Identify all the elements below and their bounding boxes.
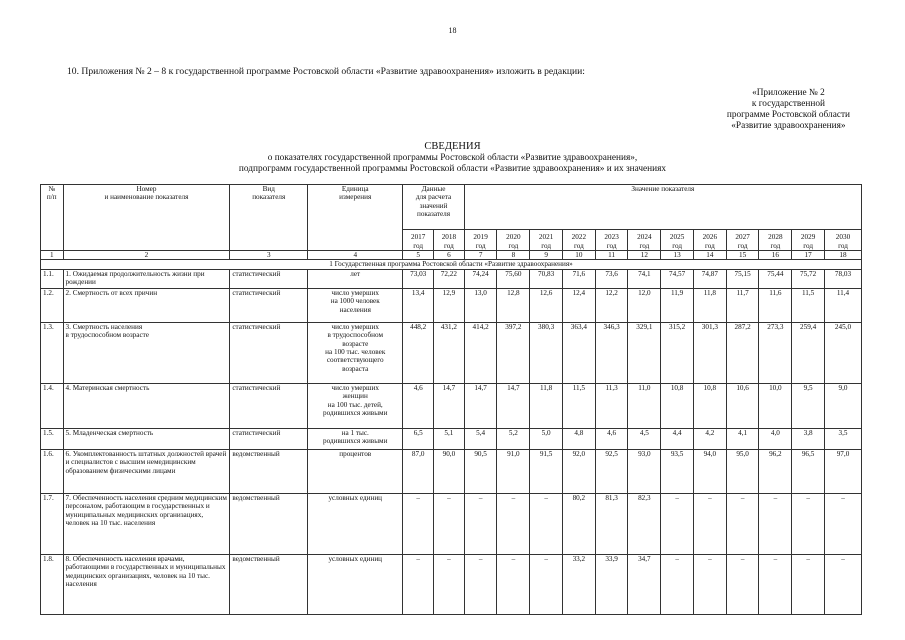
indicator-value: 431,2 bbox=[434, 322, 465, 383]
indicator-value: 414,2 bbox=[464, 322, 497, 383]
indicator-name: 3. Смертность населения в трудоспособном возрасте bbox=[63, 322, 230, 383]
indicator-value: 11,6 bbox=[759, 288, 792, 322]
year-header: 2029 год bbox=[792, 230, 825, 251]
column-number: 13 bbox=[661, 251, 694, 260]
indicator-value: 12,9 bbox=[434, 288, 465, 322]
indicator-value: – bbox=[824, 493, 861, 554]
indicator-name: 7. Обеспеченность населения средним медицинским персоналом, работающим в государственных и муниципальных медицинских организациях, человек на 10 тыс. населения bbox=[63, 493, 230, 554]
table-row bbox=[41, 383, 862, 428]
indicator-value: – bbox=[661, 554, 694, 614]
indicator-value: – bbox=[530, 493, 563, 554]
table-row bbox=[41, 449, 862, 493]
indicator-value: 14,7 bbox=[434, 383, 465, 428]
header-name: Номер и наименование показателя bbox=[63, 185, 230, 251]
indicator-value: – bbox=[530, 554, 563, 614]
indicator-value: 5,0 bbox=[530, 428, 563, 449]
row-number: 1.6. bbox=[41, 449, 64, 493]
indicator-value: 33,2 bbox=[562, 554, 595, 614]
indicator-type: ведомственный bbox=[230, 493, 308, 554]
indicator-value: 12,0 bbox=[628, 288, 661, 322]
header-type: Вид показателя bbox=[230, 185, 308, 251]
indicator-value: 4,6 bbox=[595, 428, 628, 449]
indicator-value: 4,1 bbox=[726, 428, 759, 449]
indicator-value: 397,2 bbox=[497, 322, 530, 383]
indicator-value: 12,4 bbox=[562, 288, 595, 322]
indicator-value: 12,6 bbox=[530, 288, 563, 322]
indicator-type: статистический bbox=[230, 269, 308, 288]
indicator-value: 5,1 bbox=[434, 428, 465, 449]
row-number: 1.3. bbox=[41, 322, 64, 383]
indicator-value: – bbox=[497, 554, 530, 614]
indicator-value: 6,5 bbox=[403, 428, 434, 449]
indicator-value: 273,3 bbox=[759, 322, 792, 383]
header-unit: Единица измерения bbox=[308, 185, 403, 251]
heading-line-1: о показателях государственной программы Ростовской области «Развитие здравоохранения», bbox=[267, 153, 638, 163]
table-body bbox=[41, 251, 862, 615]
header-base: Данные для расчета значений показателя bbox=[403, 185, 464, 230]
column-number: 10 bbox=[562, 251, 595, 260]
indicator-value: 4,4 bbox=[661, 428, 694, 449]
year-header: 2025 год bbox=[661, 230, 694, 251]
page-number: 18 bbox=[448, 26, 457, 35]
indicator-value: 10,0 bbox=[759, 383, 792, 428]
column-number: 3 bbox=[230, 251, 308, 260]
year-header: 2018 год bbox=[434, 230, 465, 251]
indicator-value: – bbox=[693, 554, 726, 614]
indicator-value: 75,60 bbox=[497, 269, 530, 288]
year-header: 2030 год bbox=[824, 230, 861, 251]
indicator-value: 10,8 bbox=[693, 383, 726, 428]
document-heading bbox=[0, 141, 905, 175]
section-title: 1 Государственная программа Ростовской области «Развитие здравоохранения» bbox=[41, 260, 862, 269]
indicator-value: 96,2 bbox=[759, 449, 792, 493]
indicator-value: 72,22 bbox=[434, 269, 465, 288]
column-number: 11 bbox=[595, 251, 628, 260]
indicator-type: статистический bbox=[230, 288, 308, 322]
indicator-value: 75,44 bbox=[759, 269, 792, 288]
indicator-value: 4,5 bbox=[628, 428, 661, 449]
indicator-unit: условных единиц bbox=[308, 493, 403, 554]
column-number: 9 bbox=[530, 251, 563, 260]
heading-line-2: подпрограмм государственной программы Ростовской области «Развитие здравоохранения» и их значениях bbox=[238, 164, 667, 174]
section-row bbox=[41, 260, 862, 269]
indicator-value: 10,6 bbox=[726, 383, 759, 428]
indicator-name: 4. Материнская смертность bbox=[63, 383, 230, 428]
indicator-value: 82,3 bbox=[628, 493, 661, 554]
indicator-value: – bbox=[661, 493, 694, 554]
indicator-unit: процентов bbox=[308, 449, 403, 493]
column-number-row bbox=[41, 251, 862, 260]
indicator-value: 448,2 bbox=[403, 322, 434, 383]
indicator-value: 380,3 bbox=[530, 322, 563, 383]
indicator-value: 287,2 bbox=[726, 322, 759, 383]
indicator-value: 71,6 bbox=[562, 269, 595, 288]
indicator-type: ведомственный bbox=[230, 554, 308, 614]
indicator-value: – bbox=[726, 554, 759, 614]
column-number: 1 bbox=[41, 251, 64, 260]
indicator-value: 74,57 bbox=[661, 269, 694, 288]
indicator-value: 11,4 bbox=[824, 288, 861, 322]
indicator-value: 11,7 bbox=[726, 288, 759, 322]
column-number: 5 bbox=[403, 251, 434, 260]
table-row bbox=[41, 322, 862, 383]
column-number: 6 bbox=[434, 251, 465, 260]
indicator-value: – bbox=[434, 554, 465, 614]
indicator-unit: лет bbox=[308, 269, 403, 288]
indicator-value: 81,3 bbox=[595, 493, 628, 554]
column-number: 16 bbox=[759, 251, 792, 260]
indicator-value: 92,0 bbox=[562, 449, 595, 493]
appendix-reference bbox=[727, 88, 850, 132]
indicator-value: 11,0 bbox=[628, 383, 661, 428]
indicator-value: 74,1 bbox=[628, 269, 661, 288]
indicator-type: статистический bbox=[230, 428, 308, 449]
year-header: 2027 год bbox=[726, 230, 759, 251]
indicator-value: 96,5 bbox=[792, 449, 825, 493]
indicator-name: 6. Укомплектованность штатных должностей врачей и специалистов с высшим немедицинским образованием физическими лицами bbox=[63, 449, 230, 493]
indicator-value: – bbox=[403, 493, 434, 554]
indicator-value: 245,0 bbox=[824, 322, 861, 383]
indicator-value: 11,9 bbox=[661, 288, 694, 322]
indicator-name: 1. Ожидаемая продолжительность жизни при рождении bbox=[63, 269, 230, 288]
header-num: № п/п bbox=[41, 185, 64, 251]
indicator-value: 91,5 bbox=[530, 449, 563, 493]
indicator-value: 11,5 bbox=[562, 383, 595, 428]
indicator-value: 87,0 bbox=[403, 449, 434, 493]
indicator-value: 301,3 bbox=[693, 322, 726, 383]
column-number: 4 bbox=[308, 251, 403, 260]
indicator-value: 75,15 bbox=[726, 269, 759, 288]
indicator-value: – bbox=[726, 493, 759, 554]
column-number: 17 bbox=[792, 251, 825, 260]
row-number: 1.5. bbox=[41, 428, 64, 449]
indicator-value: – bbox=[759, 493, 792, 554]
appendix-line: «Развитие здравоохранения» bbox=[731, 121, 846, 131]
row-number: 1.2. bbox=[41, 288, 64, 322]
indicator-value: 90,5 bbox=[464, 449, 497, 493]
indicator-unit: число умерших женщин на 100 тыс. детей, родившихся живыми bbox=[308, 383, 403, 428]
heading-title: СВЕДЕНИЯ bbox=[424, 141, 481, 152]
year-header: 2022 год bbox=[562, 230, 595, 251]
indicator-value: 4,0 bbox=[759, 428, 792, 449]
indicator-value: – bbox=[792, 493, 825, 554]
indicator-value: 329,1 bbox=[628, 322, 661, 383]
indicator-value: 74,87 bbox=[693, 269, 726, 288]
indicator-value: 74,24 bbox=[464, 269, 497, 288]
indicator-unit: число умерших на 1000 человек населения bbox=[308, 288, 403, 322]
indicator-unit: условных единиц bbox=[308, 554, 403, 614]
indicator-name: 5. Младенческая смертность bbox=[63, 428, 230, 449]
indicator-value: – bbox=[464, 493, 497, 554]
indicator-value: 4,8 bbox=[562, 428, 595, 449]
indicator-value: 78,03 bbox=[824, 269, 861, 288]
table-row bbox=[41, 493, 862, 554]
indicator-value: 94,0 bbox=[693, 449, 726, 493]
indicator-value: 4,6 bbox=[403, 383, 434, 428]
column-number: 8 bbox=[497, 251, 530, 260]
row-number: 1.1. bbox=[41, 269, 64, 288]
column-number: 14 bbox=[693, 251, 726, 260]
indicator-value: 91,0 bbox=[497, 449, 530, 493]
indicator-unit: на 1 тыс. родившихся живыми bbox=[308, 428, 403, 449]
indicator-value: 315,2 bbox=[661, 322, 694, 383]
appendix-line: «Приложение № 2 bbox=[752, 88, 825, 98]
indicator-value: – bbox=[759, 554, 792, 614]
indicator-unit: число умерших в трудоспособном возрасте на 100 тыс. человек соответствующего возраста bbox=[308, 322, 403, 383]
indicator-value: 93,0 bbox=[628, 449, 661, 493]
header-values: Значение показателя bbox=[464, 185, 861, 230]
indicator-value: 73,6 bbox=[595, 269, 628, 288]
indicator-value: 93,5 bbox=[661, 449, 694, 493]
indicator-value: 11,5 bbox=[792, 288, 825, 322]
indicator-value: 363,4 bbox=[562, 322, 595, 383]
indicator-value: 11,3 bbox=[595, 383, 628, 428]
indicator-value: 95,0 bbox=[726, 449, 759, 493]
year-header: 2017 год bbox=[403, 230, 434, 251]
column-number: 12 bbox=[628, 251, 661, 260]
year-header: 2023 год bbox=[595, 230, 628, 251]
column-number: 15 bbox=[726, 251, 759, 260]
indicator-value: 5,2 bbox=[497, 428, 530, 449]
indicator-value: 13,4 bbox=[403, 288, 434, 322]
indicator-value: 9,5 bbox=[792, 383, 825, 428]
indicator-type: статистический bbox=[230, 383, 308, 428]
year-header: 2028 год bbox=[759, 230, 792, 251]
indicator-value: 73,03 bbox=[403, 269, 434, 288]
indicator-value: 259,4 bbox=[792, 322, 825, 383]
indicator-value: 90,0 bbox=[434, 449, 465, 493]
row-number: 1.8. bbox=[41, 554, 64, 614]
indicator-name: 8. Обеспеченность населения врачами, работающими в государственных и муниципальных медицинских организациях, человек на 10 тыс. населения bbox=[63, 554, 230, 614]
indicators-table bbox=[40, 184, 862, 615]
indicator-value: – bbox=[464, 554, 497, 614]
indicator-value: 346,3 bbox=[595, 322, 628, 383]
indicator-value: 4,2 bbox=[693, 428, 726, 449]
indicator-value: 5,4 bbox=[464, 428, 497, 449]
indicator-value: – bbox=[497, 493, 530, 554]
indicator-value: 34,7 bbox=[628, 554, 661, 614]
indicator-value: 33,9 bbox=[595, 554, 628, 614]
indicator-value: – bbox=[693, 493, 726, 554]
indicator-value: 14,7 bbox=[464, 383, 497, 428]
appendix-line: программе Ростовской области bbox=[726, 110, 850, 120]
appendix-line: к государственной bbox=[751, 99, 825, 109]
year-header: 2020 год bbox=[497, 230, 530, 251]
indicator-type: ведомственный bbox=[230, 449, 308, 493]
column-number: 2 bbox=[63, 251, 230, 260]
indicator-value: 3,8 bbox=[792, 428, 825, 449]
indicator-value: 10,8 bbox=[661, 383, 694, 428]
year-header: 2019 год bbox=[464, 230, 497, 251]
row-number: 1.7. bbox=[41, 493, 64, 554]
indicator-value: 70,83 bbox=[530, 269, 563, 288]
indicator-value: 12,8 bbox=[497, 288, 530, 322]
table-row bbox=[41, 269, 862, 288]
intro-text: 10. Приложения № 2 – 8 к государственной программе Ростовской области «Развитие здравоохранения» изложить в редакции: bbox=[67, 66, 585, 77]
indicator-value: 14,7 bbox=[497, 383, 530, 428]
year-header: 2024 год bbox=[628, 230, 661, 251]
indicator-value: 3,5 bbox=[824, 428, 861, 449]
column-number: 7 bbox=[464, 251, 497, 260]
indicator-value: 97,0 bbox=[824, 449, 861, 493]
row-number: 1.4. bbox=[41, 383, 64, 428]
year-header: 2021 год bbox=[530, 230, 563, 251]
indicator-name: 2. Смертность от всех причин bbox=[63, 288, 230, 322]
indicator-value: 75,72 bbox=[792, 269, 825, 288]
indicator-value: – bbox=[434, 493, 465, 554]
year-header: 2026 год bbox=[693, 230, 726, 251]
indicator-value: 11,8 bbox=[530, 383, 563, 428]
indicator-type: статистический bbox=[230, 322, 308, 383]
indicator-value: – bbox=[792, 554, 825, 614]
indicator-value: 92,5 bbox=[595, 449, 628, 493]
indicator-value: 80,2 bbox=[562, 493, 595, 554]
indicator-value: 11,8 bbox=[693, 288, 726, 322]
table-row bbox=[41, 554, 862, 614]
table-row bbox=[41, 288, 862, 322]
indicator-value: 12,2 bbox=[595, 288, 628, 322]
column-number: 18 bbox=[824, 251, 861, 260]
indicator-value: 13,0 bbox=[464, 288, 497, 322]
indicator-value: – bbox=[824, 554, 861, 614]
indicator-value: – bbox=[403, 554, 434, 614]
indicator-value: 9,0 bbox=[824, 383, 861, 428]
table-row bbox=[41, 428, 862, 449]
